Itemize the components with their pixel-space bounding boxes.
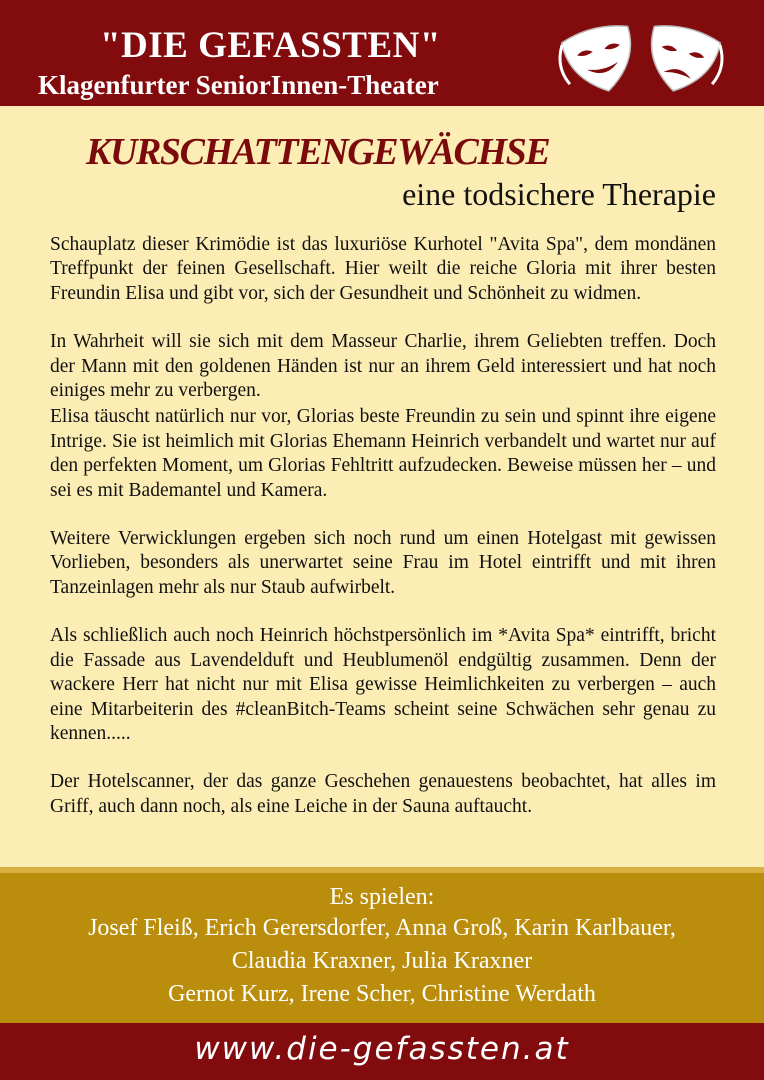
- footer-bar: [0, 1023, 764, 1080]
- troupe-subtitle: Klagenfurter SeniorInnen-Theater: [38, 70, 439, 100]
- play-title: KURSCHATTENGEWÄCHSE: [86, 131, 550, 173]
- synopsis: [50, 233, 716, 819]
- synopsis-paragraph: Als schließlich auch noch Heinrich höchstpersönlich im *Avita Spa* eintrifft, bricht die Fassade aus Lavendelduft und Heublumenöl endgültig zusammen. Denn der wackere Herr hat nicht nur mit Elisa gewisse Heimlichkeiten zu verbergen – auch eine Mitarbeiterin des #cleanBitch-Teams scheint seine Schwächen sehr genau zu kennen.....: [50, 625, 716, 744]
- synopsis-paragraph: Der Hotelscanner, der das ganze Geschehen genauestens beobachtet, hat alles im Griff, auch dann noch, als eine Leiche in der Sauna auftaucht.: [50, 771, 716, 817]
- synopsis-paragraph: Schauplatz dieser Krimödie ist das luxuriöse Kurhotel "Avita Spa", dem mondänen Treffpunkt der feinen Gesellschaft. Hier weilt die reiche Gloria mit ihrer besten Freundin Elisa und gibt vor, sich der Gesundheit und Schönheit zu widmen.: [50, 234, 716, 304]
- synopsis-paragraph: In Wahrheit will sie sich mit dem Masseur Charlie, ihrem Geliebten treffen. Doch der Mann mit den goldenen Händen ist nur an ihrem Geld interessiert und hat noch einiges mehr zu verbergen.: [50, 331, 716, 402]
- cast-section: [0, 867, 764, 1023]
- synopsis-paragraph: Elisa täuscht natürlich nur vor, Glorias beste Freundin zu sein und spinnt ihre eigene Intrige. Sie ist heimlich mit Glorias Ehemann Heinrich verbandelt und wartet nur auf den perfekten Moment, um Glorias Fehltritt aufzudecken. Beweise müssen her – und sei es mit Bademantel und Kamera.: [50, 406, 716, 501]
- play-subtitle: eine todsichere Therapie: [402, 176, 716, 212]
- cast-line: Claudia Kraxner, Julia Kraxner: [231, 948, 533, 974]
- cast-line: Gernot Kurz, Irene Scher, Christine Werdath: [168, 981, 596, 1007]
- troupe-name: "DIE GEFASSTEN": [100, 25, 441, 66]
- theater-masks-icon: [556, 18, 728, 96]
- cast-line: Josef Fleiß, Erich Gerersdorfer, Anna Groß, Karin Karlbauer,: [88, 915, 676, 941]
- website-link[interactable]: www.die-gefassten.at: [194, 1031, 570, 1067]
- cast-heading: Es spielen:: [329, 884, 435, 910]
- header-bar: [0, 0, 764, 106]
- title-block: [0, 124, 764, 219]
- synopsis-paragraph: Weitere Verwicklungen ergeben sich noch rund um einen Hotelgast mit gewissen Vorlieben, besonders als unerwartet seine Frau im Hotel eintrifft und mit ihren Tanzeinlagen mehr als nur Staub aufwirbelt.: [50, 528, 716, 598]
